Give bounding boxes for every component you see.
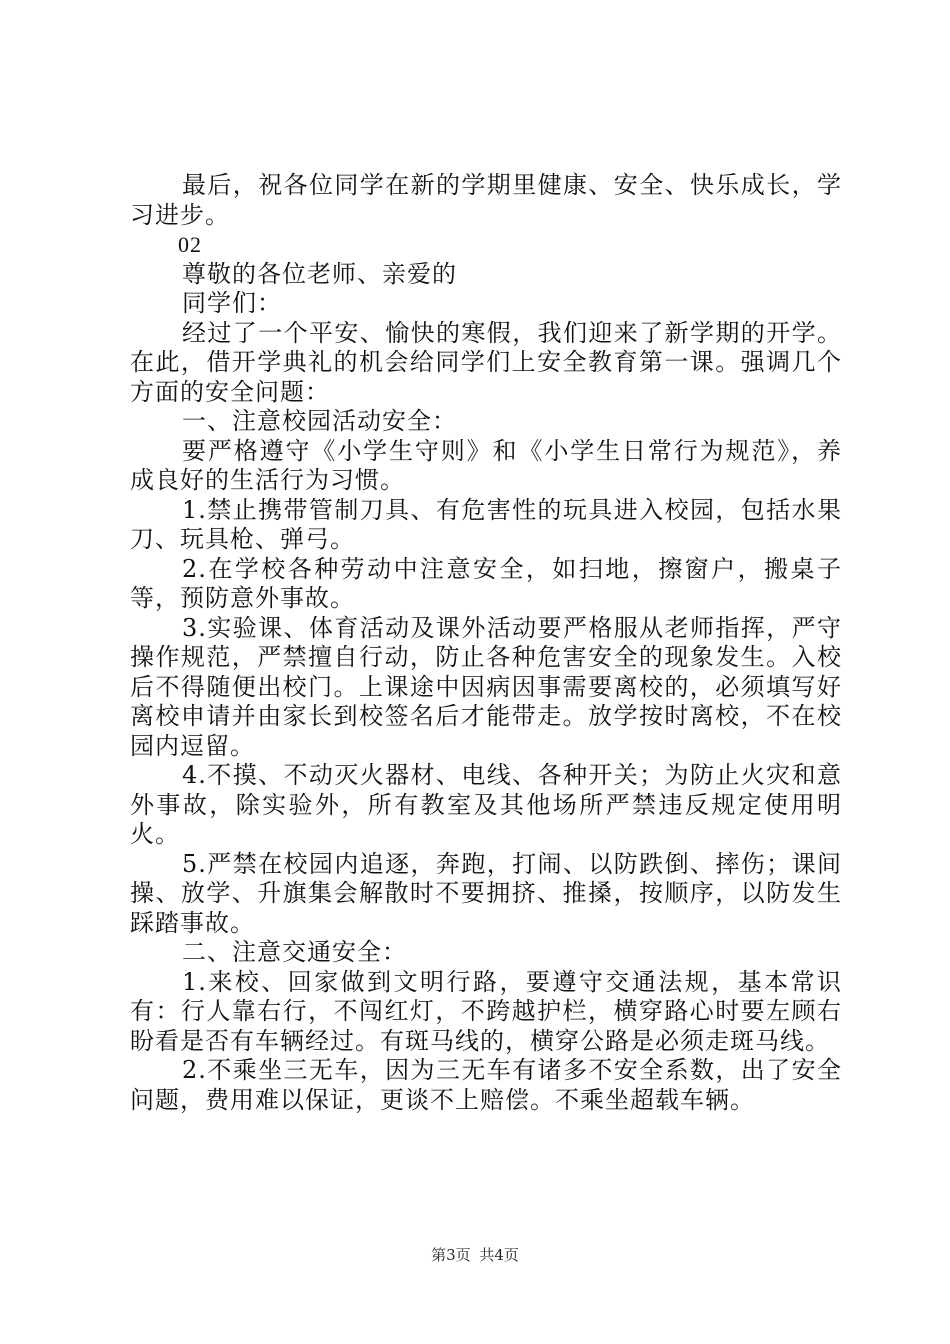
list-item-traffic-1: 1.来校、回家做到文明行路，要遵守交通法规，基本常识有：行人靠右行，不闯红灯，不跨越护栏，横穿路心时要左顾右盼看是否有车辆经过。有斑马线的，横穿公路是必须走斑马线。 bbox=[130, 967, 842, 1055]
section-number: 02 bbox=[178, 232, 202, 257]
page-number: 第3页 bbox=[431, 1246, 471, 1264]
page-footer bbox=[0, 1244, 950, 1265]
heading-traffic-safety: 二、注意交通安全： bbox=[182, 938, 407, 966]
paragraph-closing-wish: 最后，祝各位同学在新的学期里健康、安全、快乐成长，学习进步。 bbox=[130, 171, 842, 229]
paragraph-intro: 经过了一个平安、愉快的寒假，我们迎来了新学期的开学。在此，借开学典礼的机会给同学们上安全教育第一课。强调几个方面的安全问题： bbox=[130, 318, 842, 406]
list-item-campus-1: 1.禁止携带管制刀具、有危害性的玩具进入校园，包括水果刀、玩具枪、弹弓。 bbox=[130, 495, 842, 553]
list-item-campus-4: 4.不摸、不动灭火器材、电线、各种开关；为防止火灾和意外事故，除实验外，所有教室及其他场所严禁违反规定使用明火。 bbox=[130, 761, 842, 848]
list-item-campus-2: 2.在学校各种劳动中注意安全，如扫地，擦窗户，搬桌子等，预防意外事故。 bbox=[130, 554, 842, 612]
list-item-traffic-2: 2.不乘坐三无车，因为三无车有诸多不安全系数，出了安全问题，费用难以保证，更谈不上赔偿。不乘坐超载车辆。 bbox=[130, 1056, 842, 1114]
list-item-campus-5: 5.严禁在校园内追逐，奔跑，打闹、以防跌倒、摔伤；课间操、放学、升旗集会解散时不要拥挤、推搡，按顺序，以防发生踩踏事故。 bbox=[130, 849, 842, 937]
heading-campus-safety: 一、注意校园活动安全： bbox=[182, 407, 457, 435]
salutation-line-1: 尊敬的各位老师、亲爱的 bbox=[182, 259, 457, 288]
salutation-line-2: 同学们： bbox=[182, 289, 282, 317]
list-item-campus-3: 3.实验课、体育活动及课外活动要严格服从老师指挥，严守操作规范，严禁擅自行动，防止各种危害安全的现象发生。入校后不得随便出校门。上课途中因病因事需要离校的，必须填写好离校申请并由家长到校签名后才能带走。放学按时离校，不在校园内逗留。 bbox=[130, 613, 842, 760]
paragraph-rules: 要严格遵守《小学生守则》和《小学生日常行为规范》，养成良好的生活行为习惯。 bbox=[130, 436, 842, 494]
page-total: 共4页 bbox=[479, 1246, 519, 1264]
document-body bbox=[130, 171, 842, 1115]
